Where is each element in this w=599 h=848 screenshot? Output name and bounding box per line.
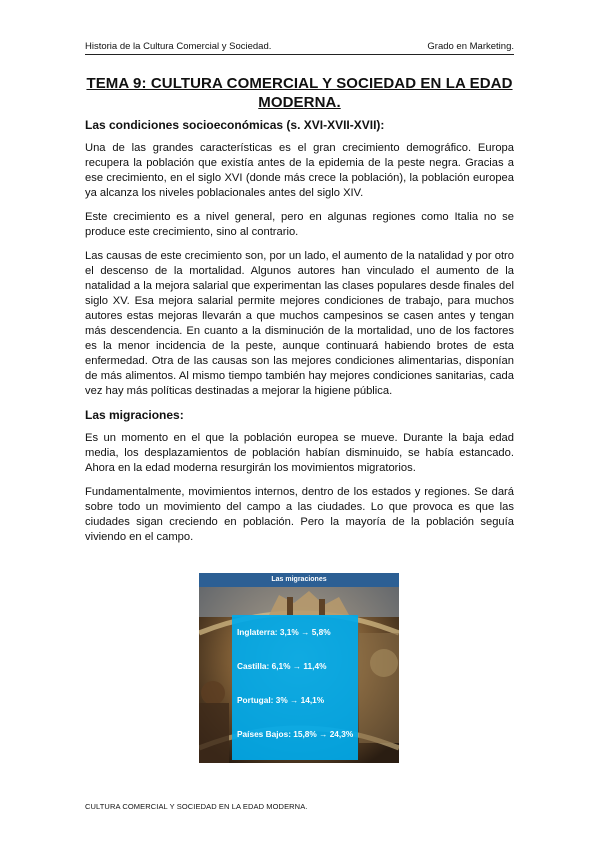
section-heading-migrations: Las migraciones: (85, 408, 184, 422)
main-content (85, 118, 514, 554)
header-course-title: Historia de la Cultura Comercial y Sociedad. (85, 41, 272, 52)
paragraph: Este crecimiento es a nivel general, pero en algunas regiones como Italia no se produce este crecimiento, sino al contrario. (85, 211, 514, 238)
page-header (85, 36, 514, 52)
page-title: TEMA 9: CULTURA COMERCIAL Y SOCIEDAD EN LA EDAD MODERNA. (86, 75, 513, 111)
paragraph: Una de las grandes características es el gran crecimiento demográfico. Europa recupera la población que existía antes de la epidemia de la peste negra. Gracias a ese crecimiento, en el siglo XVI (donde más crece la población), la población europea ya alcanza los niveles poblacionales antes del siglo XIV. (85, 142, 514, 199)
stat-item: Castilla: 6,1% → 11,4% (237, 661, 327, 671)
page-footer: CULTURA COMERCIAL Y SOCIEDAD EN LA EDAD MODERNA. (85, 802, 308, 811)
paragraph: Fundamentalmente, movimientos internos, dentro de los estados y regiones. Se dará sobre todo un movimiento del campo a las ciudades. Lo que provoca es que las ciudades sigan creciendo en población. Pero la mayoría de la población seguía viviendo en el campo. (85, 486, 514, 543)
stat-item: Portugal: 3% → 14,1% (237, 695, 325, 705)
section-heading-socioeconomic: Las condiciones socioeconómicas (s. XVI-XVII-XVII): (85, 118, 385, 132)
figure-title: Las migraciones (199, 573, 399, 587)
header-degree: Grado en Marketing. (427, 41, 514, 52)
stat-item: Inglaterra: 3,1% → 5,8% (237, 627, 331, 637)
paragraph: Las causas de este crecimiento son, por un lado, el aumento de la natalidad y por otro el descenso de la mortalidad. Algunos autores han vinculado el aumento de la natalidad a la mejora salarial que experimentan las clases populares desde finales del siglo XV. Esa mejora salarial permite mejores condiciones de trabajo, para muchos autores estas mejoras llevarán a que muchos campesinos se casen antes y tengan más descendencia. En cuanto a la disminución de la mortalidad, uno de los factores es la menor incidencia de la peste, aunque continuará habiendo brotes de esta enfermedad. Otra de las causas son las mejores condiciones alimentarias, disponían de más alimentos. Al mismo tiempo también hay mejores condiciones sanitarias, cada vez hay más políticas destinadas a mejorar la higiene pública. (85, 250, 514, 397)
header-divider (85, 54, 514, 55)
stat-item: Países Bajos: 15,8% → 24,3% (237, 729, 354, 739)
migration-stats-box (232, 615, 358, 760)
migration-figure (199, 573, 399, 763)
paragraph: Es un momento en el que la población europea se mueve. Durante la baja edad media, los desplazamientos de población habían disminuido, se había estancado. Ahora en la edad moderna resurgirán los movimientos migratorios. (85, 432, 514, 474)
